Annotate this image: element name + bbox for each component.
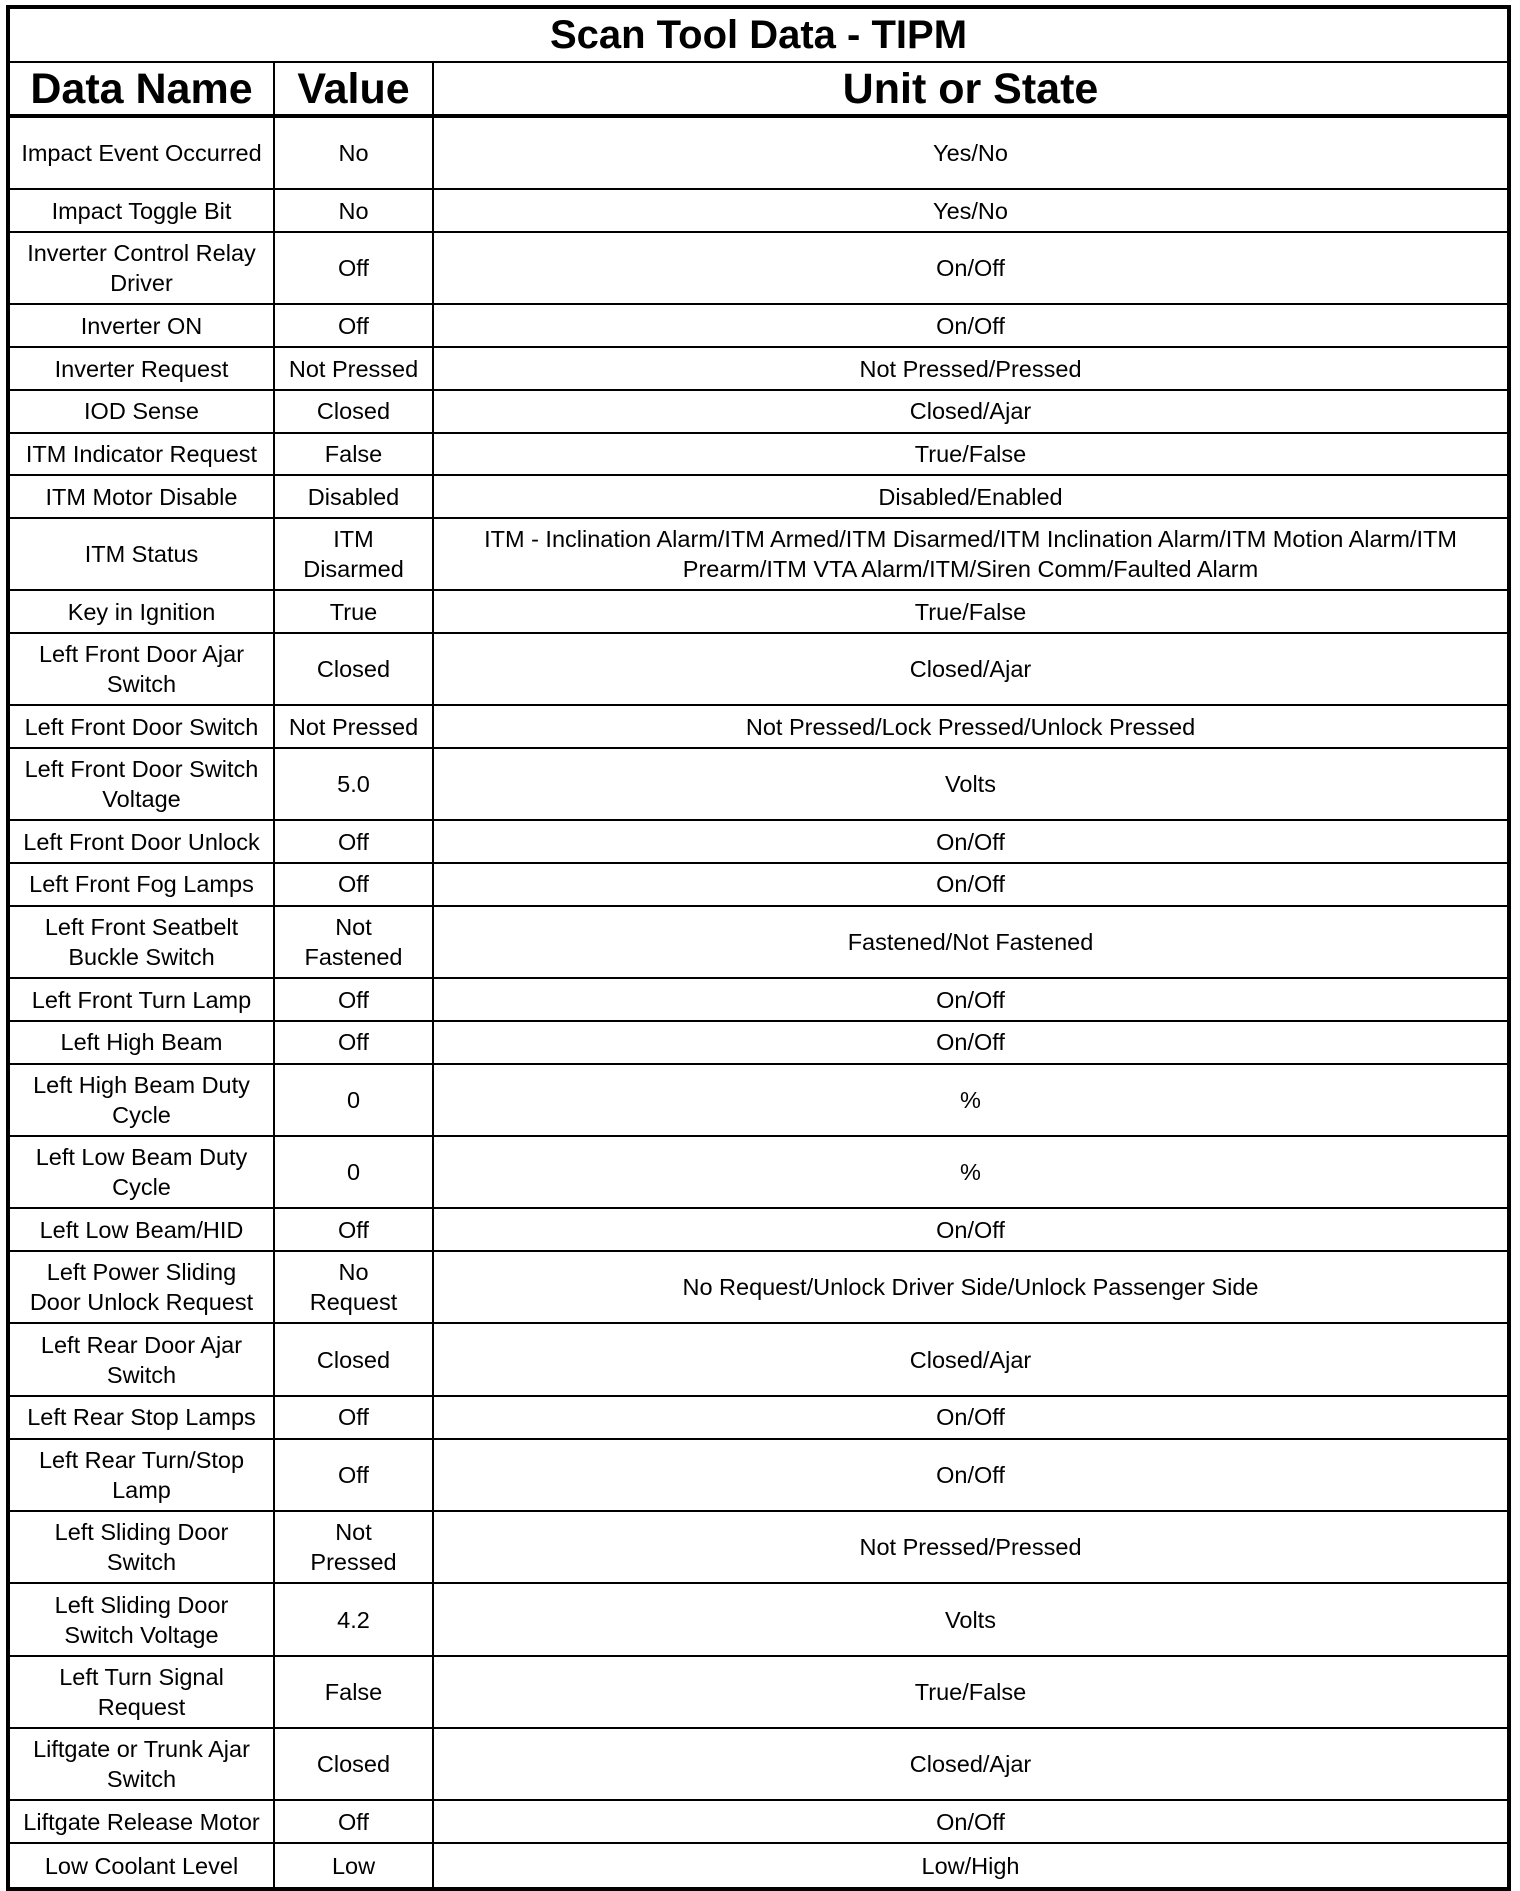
unit-cell: No Request/Unlock Driver Side/Unlock Passenger Side: [682, 1274, 1259, 1301]
data-name-cell: Left Rear Turn/Stop Lamp: [10, 1440, 275, 1510]
value-cell: No: [275, 118, 434, 188]
unit-cell: On/Off: [936, 312, 1005, 339]
data-name-cell: ITM Status: [10, 519, 275, 589]
table-row: [10, 591, 1507, 634]
value-cell: ITM Disarmed: [275, 519, 434, 589]
table-row: [10, 118, 1507, 190]
value-cell: Off: [275, 979, 434, 1020]
unit-cell: On/Off: [936, 255, 1005, 282]
data-name-cell: Left Low Beam/HID: [10, 1209, 275, 1250]
unit-cell: True/False: [914, 598, 1027, 625]
unit-cell: Volts: [945, 1606, 996, 1633]
unit-cell: Fastened/Not Fastened: [847, 929, 1094, 956]
table-row: [10, 1397, 1507, 1440]
table-row: [10, 749, 1507, 821]
table-row: [10, 233, 1507, 305]
value-cell: Off: [275, 305, 434, 346]
data-name-cell: Left Front Door Ajar Switch: [10, 634, 275, 704]
value-cell: No: [275, 190, 434, 231]
table-row: [10, 348, 1507, 391]
table-row: [10, 706, 1507, 749]
value-cell: Closed: [275, 1729, 434, 1799]
value-cell: Low: [275, 1844, 434, 1887]
value-cell: Off: [275, 864, 434, 905]
table-row: [10, 1512, 1507, 1584]
value-cell: Off: [275, 233, 434, 303]
data-name-cell: Left Turn Signal Request: [10, 1657, 275, 1727]
unit-cell: Not Pressed/Lock Pressed/Unlock Pressed: [745, 713, 1196, 740]
value-cell: Closed: [275, 391, 434, 432]
table-row: [10, 391, 1507, 434]
table-row: [10, 1584, 1507, 1656]
data-name-cell: Left Front Door Switch: [10, 706, 275, 747]
unit-cell: ITM - Inclination Alarm/ITM Armed/ITM Disarmed/ITM Inclination Alarm/ITM Motion Alarm/ITM Prearm/ITM VTA Alarm/ITM/Siren Comm/Faulted Alarm: [484, 526, 1457, 583]
value-cell: Not Pressed: [275, 1512, 434, 1582]
value-cell: Closed: [275, 634, 434, 704]
data-name-cell: Left High Beam Duty Cycle: [10, 1065, 275, 1135]
unit-cell: Yes/No: [933, 140, 1008, 167]
value-cell: Off: [275, 1209, 434, 1250]
data-name-cell: Left Sliding Door Switch Voltage: [10, 1584, 275, 1654]
data-name-cell: Left High Beam: [10, 1022, 275, 1063]
value-cell: Off: [275, 1022, 434, 1063]
data-name-cell: Inverter Control Relay Driver: [10, 233, 275, 303]
header-unit-or-state: Unit or State: [842, 64, 1099, 113]
data-name-cell: Left Front Turn Lamp: [10, 979, 275, 1020]
table-row: [10, 979, 1507, 1022]
table-row: [10, 634, 1507, 706]
data-name-cell: Left Front Seatbelt Buckle Switch: [10, 907, 275, 977]
data-name-cell: IOD Sense: [10, 391, 275, 432]
unit-cell: On/Off: [936, 1029, 1005, 1056]
value-cell: Off: [275, 1801, 434, 1842]
table-row: [10, 1209, 1507, 1252]
value-cell: Not Pressed: [275, 706, 434, 747]
value-cell: Off: [275, 1397, 434, 1438]
data-name-cell: Left Front Door Unlock: [10, 821, 275, 862]
data-name-cell: Left Low Beam Duty Cycle: [10, 1137, 275, 1207]
value-cell: Off: [275, 821, 434, 862]
value-cell: Closed: [275, 1324, 434, 1394]
table-row: [10, 1137, 1507, 1209]
table-row: [10, 1440, 1507, 1512]
unit-cell: Closed/Ajar: [909, 398, 1032, 425]
data-name-cell: Left Power Sliding Door Unlock Request: [10, 1252, 275, 1322]
value-cell: 0: [275, 1137, 434, 1207]
data-name-cell: Liftgate Release Motor: [10, 1801, 275, 1842]
table-title: Scan Tool Data - TIPM: [10, 9, 1507, 63]
unit-cell: Closed/Ajar: [909, 1751, 1032, 1778]
table-row: [10, 476, 1507, 519]
data-name-cell: Left Front Fog Lamps: [10, 864, 275, 905]
table-row: [10, 1065, 1507, 1137]
unit-cell: Yes/No: [933, 197, 1008, 224]
data-name-cell: Inverter Request: [10, 348, 275, 389]
data-name-cell: Left Sliding Door Switch: [10, 1512, 275, 1582]
unit-cell: On/Off: [936, 986, 1005, 1013]
table-row: [10, 305, 1507, 348]
value-cell: Disabled: [275, 476, 434, 517]
unit-cell: Closed/Ajar: [909, 656, 1032, 683]
table-row: [10, 907, 1507, 979]
unit-cell: True/False: [914, 1678, 1027, 1705]
data-name-cell: Impact Toggle Bit: [10, 190, 275, 231]
value-cell: Not Fastened: [275, 907, 434, 977]
unit-cell: True/False: [914, 440, 1027, 467]
value-cell: Not Pressed: [275, 348, 434, 389]
value-cell: False: [275, 434, 434, 475]
unit-cell: On/Off: [936, 1461, 1005, 1488]
value-cell: False: [275, 1657, 434, 1727]
unit-cell: Low/High: [921, 1852, 1020, 1879]
value-cell: 0: [275, 1065, 434, 1135]
unit-cell: Volts: [945, 771, 996, 798]
table-row: [10, 434, 1507, 477]
unit-cell: Disabled/Enabled: [878, 483, 1063, 510]
value-cell: 4.2: [275, 1584, 434, 1654]
table-row: [10, 190, 1507, 233]
table-row: [10, 821, 1507, 864]
data-name-cell: Inverter ON: [10, 305, 275, 346]
unit-cell: Not Pressed/Pressed: [859, 1534, 1082, 1561]
header-value: Value: [275, 63, 434, 114]
unit-cell: On/Off: [936, 1808, 1005, 1835]
table-row: [10, 864, 1507, 907]
table-row: [10, 1729, 1507, 1801]
data-name-cell: Liftgate or Trunk Ajar Switch: [10, 1729, 275, 1799]
unit-cell: On/Off: [936, 828, 1005, 855]
table-row: [10, 519, 1507, 591]
unit-cell: Closed/Ajar: [909, 1346, 1032, 1373]
unit-cell: %: [960, 1086, 981, 1113]
data-name-cell: Left Rear Door Ajar Switch: [10, 1324, 275, 1394]
data-name-cell: ITM Indicator Request: [10, 434, 275, 475]
value-cell: No Request: [275, 1252, 434, 1322]
unit-cell: %: [960, 1159, 981, 1186]
value-cell: True: [275, 591, 434, 632]
unit-cell: On/Off: [936, 1404, 1005, 1431]
table-body: [10, 118, 1507, 1887]
unit-cell: Not Pressed/Pressed: [859, 355, 1082, 382]
scan-tool-data-table: [6, 5, 1511, 1891]
table-row: [10, 1801, 1507, 1844]
header-data-name: Data Name: [10, 63, 275, 114]
data-name-cell: Impact Event Occurred: [10, 118, 275, 188]
table-row: [10, 1844, 1507, 1887]
value-cell: Off: [275, 1440, 434, 1510]
table-row: [10, 1324, 1507, 1396]
table-row: [10, 1252, 1507, 1324]
table-row: [10, 1657, 1507, 1729]
header-row: [10, 63, 1507, 118]
value-cell: 5.0: [275, 749, 434, 819]
data-name-cell: Left Rear Stop Lamps: [10, 1397, 275, 1438]
data-name-cell: Key in Ignition: [10, 591, 275, 632]
unit-cell: On/Off: [936, 871, 1005, 898]
table-row: [10, 1022, 1507, 1065]
data-name-cell: Left Front Door Switch Voltage: [10, 749, 275, 819]
data-name-cell: ITM Motor Disable: [10, 476, 275, 517]
unit-cell: On/Off: [936, 1216, 1005, 1243]
data-name-cell: Low Coolant Level: [10, 1844, 275, 1887]
